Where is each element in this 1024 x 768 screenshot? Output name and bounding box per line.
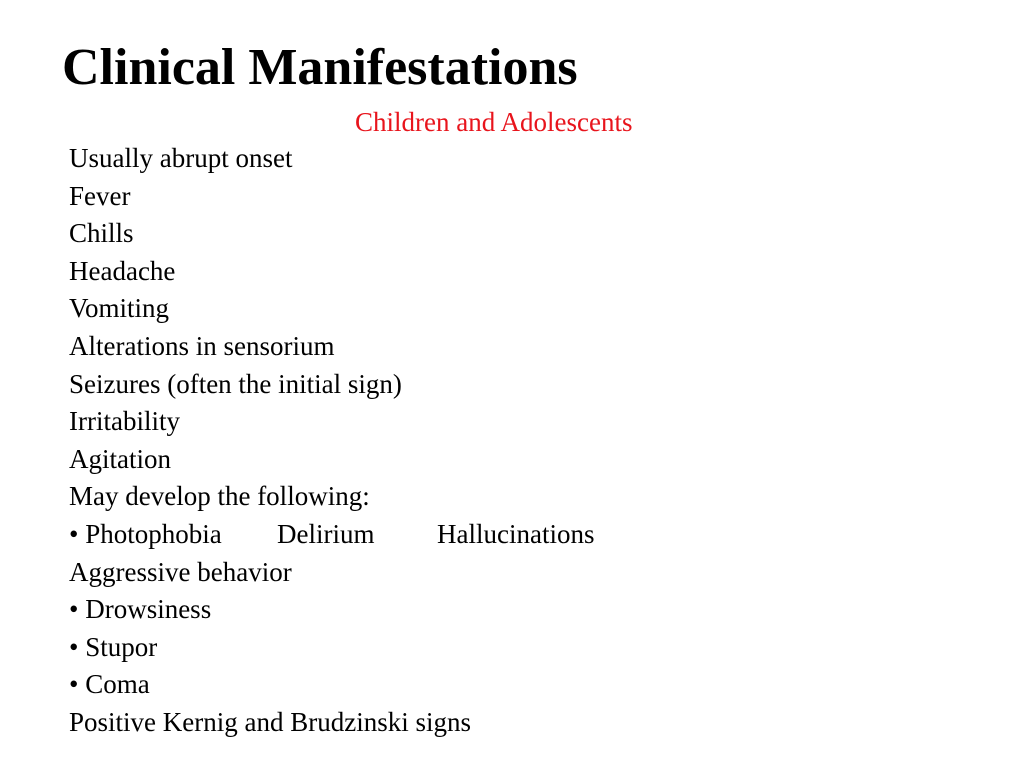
list-item: May develop the following:	[69, 481, 370, 512]
bullet-row	[69, 516, 594, 554]
bullet-item-photophobia: • Photophobia	[69, 518, 222, 549]
list-item: Headache	[69, 255, 176, 286]
list-item: Agitation	[69, 443, 171, 474]
list-item: Alterations in sensorium	[69, 330, 335, 361]
bullet-item-hallucinations: Hallucinations	[437, 518, 595, 549]
list-item: Chills	[69, 218, 134, 249]
list-item: Positive Kernig and Brudzinski signs	[69, 706, 471, 737]
symptom-list	[69, 140, 594, 742]
list-item: Fever	[69, 180, 131, 211]
list-item: • Drowsiness	[69, 594, 212, 625]
slide-subtitle: Children and Adolescents	[355, 107, 633, 137]
bullet-item-delirium: Delirium	[277, 518, 375, 549]
list-item: Irritability	[69, 406, 180, 437]
list-item: • Coma	[69, 669, 150, 700]
list-item: Aggressive behavior	[69, 556, 292, 587]
list-item: Vomiting	[69, 293, 170, 324]
list-item: Usually abrupt onset	[69, 143, 293, 173]
list-item: Seizures (often the initial sign)	[69, 368, 402, 399]
list-item: • Stupor	[69, 631, 158, 662]
slide-title: Clinical Manifestations	[62, 39, 578, 96]
